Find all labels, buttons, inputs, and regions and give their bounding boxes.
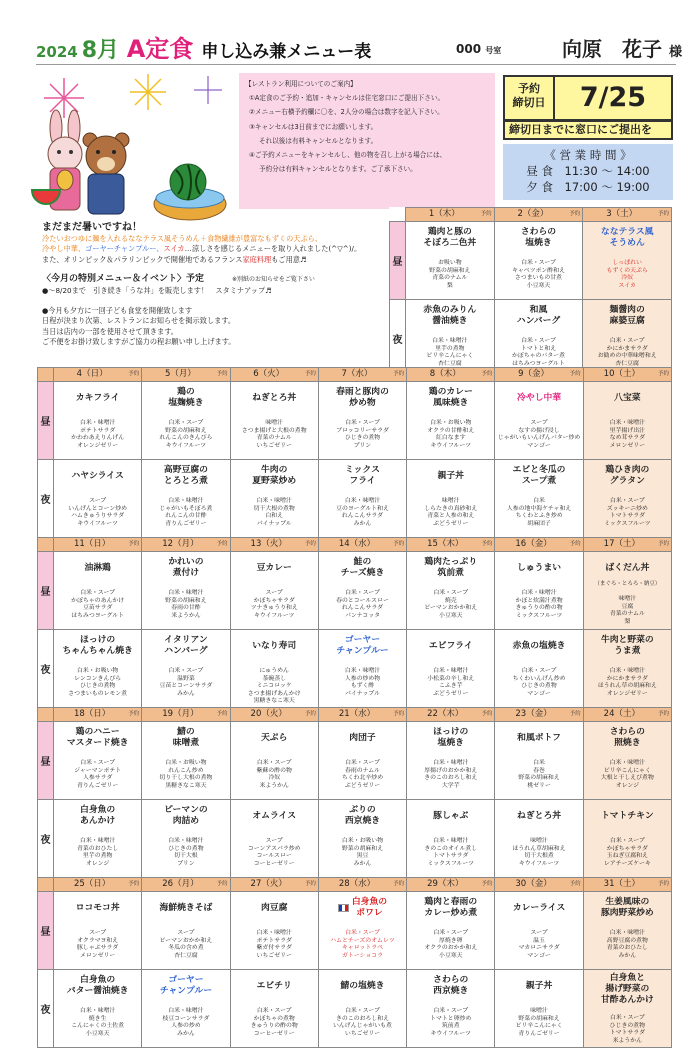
reserve-slot[interactable]: 予約 bbox=[569, 881, 581, 887]
menu-calendar bbox=[37, 367, 672, 1048]
lunch-label: 昼 bbox=[38, 722, 54, 800]
day-header-cell: 11（日） 予約 bbox=[54, 538, 142, 552]
menu-cell[interactable]: 高野豆腐の とろとろ煮 白米・味噌汁 じゃがいもそぼろ煮 れんこんの甘酢 青りんごゼリー bbox=[142, 460, 230, 538]
day-header-cell: 28（水） 予約 bbox=[318, 878, 406, 892]
reserve-slot[interactable]: 予約 bbox=[657, 541, 669, 547]
reserve-slot[interactable]: 予約 bbox=[393, 711, 405, 717]
day-header-cell: 4（日） 予約 bbox=[54, 368, 142, 382]
deadline-note: 締切日までに窓口にご提出を bbox=[503, 120, 673, 140]
reserve-slot[interactable]: 予約 bbox=[216, 541, 228, 547]
notice-line: それ以後は有料キャンセルとなります。 bbox=[259, 136, 378, 145]
day-header-cell: 30（金） 予約 bbox=[495, 878, 583, 892]
reserve-slot[interactable]: 予約 bbox=[304, 711, 316, 717]
menu-cell[interactable]: オムライス スープ コーンアスパラ炒め コールスロー コーヒーゼリー bbox=[230, 800, 318, 878]
lunch-label: 昼 bbox=[38, 892, 54, 970]
menu-cell[interactable]: しゅうまい 白米・味噌汁 かぼと炊満汁煮物 きゅうりの酢の物 ミックスフルーツ bbox=[495, 552, 583, 630]
reserve-slot[interactable]: 予約 bbox=[569, 541, 581, 547]
menu-cell[interactable]: 鶏肉たっぷり 筑前煮 白米・スープ 焼売 ピーマンおかか和え 小豆寒天 bbox=[407, 552, 495, 630]
greeting: まだまだ暑いですね！ bbox=[42, 222, 142, 233]
week-day-header bbox=[38, 538, 672, 552]
day-header-cell: 8（木） 予約 bbox=[407, 368, 495, 382]
dinner-row bbox=[38, 970, 672, 1048]
day-header-cell: 15（木） 予約 bbox=[407, 538, 495, 552]
menu-cell[interactable]: イタリアン ハンバーグ 白米・スープ 温野菜 豆苗とコーンサラダ みかん bbox=[142, 630, 230, 708]
close-line: ご不便をお掛け致しますがご協力の程お願い申し上げます。 bbox=[42, 337, 236, 347]
menu-cell[interactable]: ねぎとろ丼 味噌汁 さつま揚げと大根の煮物 青菜のナムル いちごゼリー bbox=[230, 382, 318, 460]
dinner-row bbox=[38, 800, 672, 878]
reserve-slot[interactable]: 予約 bbox=[128, 711, 140, 717]
menu-cell[interactable]: 天ぷら 白米・スープ 紫蘇の酢の物 冷奴 米ようかん bbox=[230, 722, 318, 800]
special-line: ●～8/20まで 引き続き「うな丼」を販売します！ スタミナアップ♬ bbox=[42, 285, 272, 295]
menu-cell[interactable]: トマトチキン 白米・スープ かぼちゃサラダ 玉ねぎ豆腐和え レアチーズケーキ bbox=[583, 800, 671, 878]
deadline-label: 予約 締切日 bbox=[505, 77, 555, 119]
resident-name: 向原 花子 様 bbox=[562, 37, 682, 61]
reserve-slot[interactable]: 予約 bbox=[481, 541, 493, 547]
reserve-slot[interactable]: 予約 bbox=[480, 211, 492, 217]
day-header-cell: 3（土） 予約 bbox=[583, 208, 672, 222]
menu-cell[interactable]: ほっけの ちゃんちゃん焼き 白米・お吸い物 レンコンきんぴら ひじきの煮物 さつまいものレモン煮 bbox=[54, 630, 142, 708]
title-plan: A定食 bbox=[126, 35, 194, 63]
room-number: 000 号室 bbox=[456, 42, 502, 56]
dinner-label: 夜 bbox=[38, 800, 54, 878]
intro-line2: 冷やし中華、ゴーヤーチャンプルー、スイカ…涼しさを感じるメニューを取り入れました(^▽^)/。 bbox=[42, 244, 362, 254]
menu-cell[interactable]: ロコモコ丼 スープ オクラマヨ和え 豚しゃぶサラダ メロンゼリー bbox=[54, 892, 142, 970]
lunch-label: 昼 bbox=[38, 552, 54, 630]
menu-cell[interactable]: 牛肉の 夏野菜炒め 白米・味噌汁 切干大根の煮物 白和え パイナップル bbox=[230, 460, 318, 538]
day-header-cell: 22（木） 予約 bbox=[407, 708, 495, 722]
calendar-body bbox=[38, 368, 672, 1048]
menu-cell[interactable]: 鶏肉と春雨の カレー炒め煮 白米・スープ 厚焼き卵 オクラのおかか和え 小豆寒天 bbox=[407, 892, 495, 970]
day-header-cell: 23（金） 予約 bbox=[495, 708, 583, 722]
day-header-cell: 13（火） 予約 bbox=[230, 538, 318, 552]
week-day-header bbox=[38, 708, 672, 722]
menu-cell[interactable]: 牛肉と野菜の うま煮 白米・味噌汁 かにかまサラダ ほうれん草の胡麻和え オレンジゼリー bbox=[583, 630, 671, 708]
menu-cell[interactable]: 油淋鶏 白米・スープ かぼちゃのあんかけ 豆苗サラダ はちみつヨーグルト bbox=[54, 552, 142, 630]
day-header-cell: 25（日） 予約 bbox=[54, 878, 142, 892]
hours-dinner: 夕 食 17:00 ～ 19:00 bbox=[526, 180, 650, 194]
notice-line: ④ご予約メニューをキャンセルし、他の物を召し上がる場合には、 bbox=[249, 151, 447, 160]
reserve-slot[interactable]: 予約 bbox=[657, 371, 669, 377]
day-header-cell: 7（水） 予約 bbox=[318, 368, 406, 382]
day-header-cell: 31（土） 予約 bbox=[583, 878, 671, 892]
day-header-cell: 19（月） 予約 bbox=[142, 708, 230, 722]
day-header-cell: 16（金） 予約 bbox=[495, 538, 583, 552]
menu-cell[interactable]: 白身魚の あんかけ 白米・味噌汁 青菜のおひたし 里芋の煮物 オレンジ bbox=[54, 800, 142, 878]
france-flag-icon bbox=[338, 904, 349, 912]
day-header-cell: 14（水） 予約 bbox=[318, 538, 406, 552]
menu-cell[interactable]: ぶりの 西京焼き 白米・お吸い物 野菜の胡麻和え 黒豆 みかん bbox=[318, 800, 406, 878]
menu-cell[interactable]: 鶏ひき肉の グラタン 白米・スープ ズッキーニ炒め トマトサラダ ミックスフルーツ bbox=[583, 460, 671, 538]
menu-cell[interactable]: 鶏のハニー マスタード焼き 白米・スープ ジャーマンポテト 人参サラダ 青りんごゼリー bbox=[54, 722, 142, 800]
lunch-row bbox=[38, 892, 672, 970]
reserve-slot[interactable]: 予約 bbox=[128, 371, 140, 377]
watermelon-bowl bbox=[154, 164, 226, 220]
menu-cell[interactable]: ほっけの 塩焼き 白米・味噌汁 厚揚げのおかか和え きのこのおろし和え 大学芋 bbox=[407, 722, 495, 800]
day-header-cell: 1（木） 予約 bbox=[406, 208, 495, 222]
fireworks-yellow bbox=[130, 74, 166, 110]
day-header-cell: 9（金） 予約 bbox=[495, 368, 583, 382]
day-header-cell: 10（土） 予約 bbox=[583, 368, 671, 382]
reserve-slot[interactable]: 予約 bbox=[481, 371, 493, 377]
reserve-slot[interactable]: 予約 bbox=[657, 881, 669, 887]
header-rule bbox=[36, 64, 676, 65]
menu-cell[interactable]: ピーマンの 肉詰め 白米・味噌汁 ひじきの煮物 切干大根 プリン bbox=[142, 800, 230, 878]
lunch-label: 昼 bbox=[390, 222, 406, 300]
day-header-cell: 29（木） 予約 bbox=[407, 878, 495, 892]
menu-cell[interactable]: エビフライ 白米・味噌汁 小松菜の辛し和え こふき芋 ぶどうゼリー bbox=[407, 630, 495, 708]
reserve-slot[interactable]: 予約 bbox=[657, 211, 669, 217]
menu-cell[interactable]: ねぎとろ丼 味噌汁 ほうれん草胡麻和え 切干大根煮 キウイフルーツ bbox=[495, 800, 583, 878]
fireworks-pink bbox=[44, 78, 84, 118]
menu-cell[interactable]: ミックス フライ 白米・味噌汁 豆のヨーグルト和え れんこんサラダ みかん bbox=[318, 460, 406, 538]
reserve-slot[interactable]: 予約 bbox=[393, 541, 405, 547]
menu-cell[interactable]: さわらの 塩焼き 白米・スープ キャベツポン酢和え さつまいもの甘煮 小豆寒天 bbox=[494, 222, 583, 300]
week-day-header bbox=[390, 208, 672, 222]
lunch-label: 昼 bbox=[38, 382, 54, 460]
menu-cell[interactable]: さわらの 西京焼き 白米・スープ トマトと卵炒め 筑前煮 キウイフルーツ bbox=[407, 970, 495, 1048]
menu-cell[interactable]: 鯖の塩焼き 白米・スープ きのこのおろし和え いんげんじゃがいも煮 いちごゼリー bbox=[318, 970, 406, 1048]
reserve-slot[interactable]: 予約 bbox=[569, 371, 581, 377]
deadline-date: 7/25 bbox=[579, 82, 647, 113]
menu-cell[interactable]: ばくだん丼 （まぐろ・とろろ・納豆） 味噌汁 豆腐 青菜のナムル 梨 bbox=[583, 552, 671, 630]
menu-cell[interactable]: 鶏肉と豚の そぼろ二色丼 お吸い物 野菜の胡麻和え 青菜のナムル 梨 bbox=[406, 222, 495, 300]
lunch-row bbox=[38, 552, 672, 630]
menu-cell[interactable]: 八宝菜 白米・味噌汁 里芋揚げ出汁 なめ茸サラダ メロンゼリー bbox=[583, 382, 671, 460]
notice-line: ②メニュー右横予約欄に〇を、2人分の場合は数字を記入下さい。 bbox=[249, 108, 444, 117]
reserve-slot[interactable]: 予約 bbox=[393, 881, 405, 887]
reserve-slot[interactable]: 予約 bbox=[304, 371, 316, 377]
reserve-slot[interactable]: 予約 bbox=[569, 211, 581, 217]
menu-cell[interactable]: 鮭の チーズ焼き 白米・スープ 春のとコールスロー れんこんサラダ バンナコッタ bbox=[318, 552, 406, 630]
week-day-header bbox=[38, 878, 672, 892]
reserve-slot[interactable]: 予約 bbox=[216, 371, 228, 377]
menu-cell[interactable]: 肉豆腐 白米・味噌汁 ポテトサラダ 紫ガ付サラダ いちごゼリー bbox=[230, 892, 318, 970]
menu-cell[interactable]: ゴーヤー チャンプルー 白米・味噌汁 人参の炒め物 もずく酢 パイナップル bbox=[318, 630, 406, 708]
lunch-row bbox=[38, 382, 672, 460]
menu-cell[interactable]: 親子丼 味噌汁 野菜の胡麻和え ピリ辛こんにゃく 青りんごゼリー bbox=[495, 970, 583, 1048]
menu-cell[interactable]: 海鮮焼きそば スープ ピーマンおかか和え 冬瓜の含め煮 杏仁豆腐 bbox=[142, 892, 230, 970]
hours-lunch: 昼 食 11:30 ～ 14:00 bbox=[526, 164, 650, 178]
reserve-slot[interactable]: 予約 bbox=[304, 881, 316, 887]
menu-cell[interactable]: エビチリ 白米・スープ かぼちゃの煮物 きゅうりの酢の物 コーヒーゼリー bbox=[230, 970, 318, 1048]
reserve-slot[interactable]: 予約 bbox=[481, 711, 493, 717]
menu-cell[interactable]: 生姜風味の 豚肉野菜炒め 白米・味噌汁 高野豆腐の煮物 青菜のおひたし みかん bbox=[583, 892, 671, 970]
dinner-label: 夜 bbox=[390, 300, 406, 378]
day-header-cell: 27（火） 予約 bbox=[230, 878, 318, 892]
menu-cell[interactable]: ななテラス風 そうめん しっぽれい もずくの天ぷら 冷奴 スイカ bbox=[583, 222, 672, 300]
dinner-label: 夜 bbox=[38, 970, 54, 1048]
monthly-message bbox=[42, 223, 394, 348]
hours-title: 《 営 業 時 間 》 bbox=[544, 148, 632, 162]
day-header-cell: 2（金） 予約 bbox=[494, 208, 583, 222]
notice-line: ①A定食のご予約・追加・キャンセルは住宅窓口にご提出下さい。 bbox=[249, 94, 445, 103]
reserve-slot[interactable]: 予約 bbox=[128, 541, 140, 547]
week-day-header bbox=[38, 368, 672, 382]
bear-figure bbox=[83, 133, 129, 214]
dinner-row bbox=[38, 460, 672, 538]
title-text: 申し込み兼メニュー表 bbox=[201, 42, 372, 62]
reserve-slot[interactable]: 予約 bbox=[481, 881, 493, 887]
notice-line: 予約分は有料キャンセルとなります。ご了承下さい。 bbox=[259, 165, 417, 174]
menu-cell[interactable]: 白身魚と 揚げ野菜の 甘酢あんかけ 白米・スープ ひじきの煮物 トマトサラダ 米ようかん bbox=[583, 970, 671, 1048]
close-line: 日程が決まり次第、レストランにお知らせを掲示致します。 bbox=[42, 316, 236, 326]
title-month: 8月 bbox=[81, 38, 120, 63]
menu-cell[interactable]: 白身魚の バター醤油焼き 白米・味噌汁 焼き生 こんにゃくの土佐煮 小豆寒天 bbox=[54, 970, 142, 1048]
day-header-cell: 18（日） 予約 bbox=[54, 708, 142, 722]
reserve-slot[interactable]: 予約 bbox=[216, 881, 228, 887]
page-title bbox=[36, 34, 371, 67]
business-hours bbox=[503, 144, 673, 200]
reserve-slot[interactable]: 予約 bbox=[304, 541, 316, 547]
dinner-row bbox=[38, 630, 672, 708]
menu-cell[interactable]: 和風ポトフ 白米 春巻 野菜の胡麻和え 桃ゼリー bbox=[495, 722, 583, 800]
day-header-cell: 12（月） 予約 bbox=[142, 538, 230, 552]
day-header-cell: 26（月） 予約 bbox=[142, 878, 230, 892]
lunch-row bbox=[390, 222, 672, 300]
menu-cell[interactable]: ゴーヤー チャンプルー 白米・味噌汁 枝豆コーンサラダ 人参の炒め みかん bbox=[142, 970, 230, 1048]
menu-cell[interactable]: 赤魚のみりん 醤油焼き 白米・味噌汁 里芋の煮物 ピリ辛こんにゃく 杏仁豆腐 bbox=[406, 300, 495, 378]
special-heading: 〈今月の特別メニュー＆イベント〉予定 ※別紙のお知らせをご覧下さい bbox=[42, 274, 315, 285]
reserve-slot[interactable]: 予約 bbox=[128, 881, 140, 887]
fireworks-purple bbox=[194, 76, 222, 104]
menu-cell[interactable]: 鶏の 塩麹焼き 白米・スープ 野菜の胡麻和え れんこんのきんぴら キウイフルーツ bbox=[142, 382, 230, 460]
restaurant-notice bbox=[239, 73, 495, 209]
menu-cell[interactable]: さわらの 照焼き 白米・味噌汁 ピリ辛こんにゃく 大根と干しえび煮物 オレンジ bbox=[583, 722, 671, 800]
menu-cell[interactable]: 冷やし中華 スープ なすの揚げ浸し じゃがいもいんげんバター炒め マンゴー bbox=[495, 382, 583, 460]
menu-cell[interactable]: かれいの 煮付け 白米・味噌汁 野菜の胡麻和え 春雨の甘酢 米ようかん bbox=[142, 552, 230, 630]
notice-heading: 【レストラン利用についてのご案内】 bbox=[245, 80, 357, 88]
summer-illustration bbox=[18, 70, 232, 230]
menu-cell[interactable]: 赤魚の塩焼き 白米・スープ ちくわいんげん炒め ひじきの煮物 マンゴー bbox=[495, 630, 583, 708]
menu-cell[interactable]: 麺醤肉の 麻婆豆腐 白米・スープ かにかまサラダ お勧めの中華味噌和え 杏仁豆腐 bbox=[583, 300, 672, 378]
reserve-slot[interactable]: 予約 bbox=[216, 711, 228, 717]
day-header-cell: 17（土） 予約 bbox=[583, 538, 671, 552]
page-header bbox=[36, 34, 682, 64]
menu-cell[interactable]: 豆カレー スープ かぼちゃサラダ ツナきゅうり和え キウイフルーツ bbox=[230, 552, 318, 630]
week1-table bbox=[389, 207, 672, 378]
close-line: ●今月も夕方に一回子ども食堂を開催致します bbox=[42, 305, 193, 315]
menu-cell[interactable]: 肉団子 白米・スープ 春雨のナムル ちくわ北辛炒め ぶどうゼリー bbox=[318, 722, 406, 800]
menu-cell[interactable]: エビと冬瓜の スープ煮 白米 人参の地中海ケチャ和え ちくわとふき炒め 胡麻団子 bbox=[495, 460, 583, 538]
menu-cell[interactable]: 鯖の 味噌煮 白米・お吸い物 れんこん炒め 切り干し大根の煮物 黒糖きなこ寒天 bbox=[142, 722, 230, 800]
menu-cell[interactable]: カキフライ 白米・味噌汁 ポテトサラダ かわわあえりんげん オレンジゼリー bbox=[54, 382, 142, 460]
dinner-row bbox=[390, 300, 672, 378]
day-header-cell: 21（水） 予約 bbox=[318, 708, 406, 722]
reserve-slot[interactable]: 予約 bbox=[657, 711, 669, 717]
day-header-cell: 5（月） 予約 bbox=[142, 368, 230, 382]
menu-cell[interactable]: 豚しゃぶ 白米・味噌汁 きのこのオイル煮し トマトサラダ ミックスフルーツ bbox=[407, 800, 495, 878]
intro-line1: 冷たいおつゆに麺を入れるななテラス風そうめん＋食物繊維が豊富なもずくの天ぷら、 bbox=[42, 233, 323, 243]
lunch-row bbox=[38, 722, 672, 800]
notice-line: ③キャンセルは3日前までにお願いします。 bbox=[249, 122, 378, 131]
dinner-label: 夜 bbox=[38, 460, 54, 538]
menu-cell[interactable]: 鶏のカレー 風味焼き 白米・お吸い物 オクラの甘酢和え 紅白なます キウイフルーツ bbox=[407, 382, 495, 460]
day-header-cell: 20（火） 予約 bbox=[230, 708, 318, 722]
menu-cell[interactable]: 親子丼 味噌汁 しらたきの真砂和え 青菜と人参の和え ぶどうゼリー bbox=[407, 460, 495, 538]
intro-line3: また、オリンピック＆パラリンピックで開催地であるフランス家庭料理もご用意♬ bbox=[42, 254, 307, 264]
menu-cell[interactable]: いなり寿司 にゅうめん 茶碗蒸し ミニコロッケ さつま揚げあんかけ 黒糖きなこ寒天 bbox=[230, 630, 318, 708]
reserve-slot[interactable]: 予約 bbox=[569, 711, 581, 717]
menu-cell[interactable]: カレーライス スープ 温玉 マカロニサラダ マンゴー bbox=[495, 892, 583, 970]
menu-cell[interactable]: ハヤシライス スープ いんげんとコーン炒め ハムきゅうりサラダ キウイフルーツ bbox=[54, 460, 142, 538]
close-line: 当日は店内の一部を使用させて頂きます。 bbox=[42, 326, 178, 336]
reserve-slot[interactable]: 予約 bbox=[393, 371, 405, 377]
title-year: 2024 bbox=[36, 43, 78, 61]
day-header-cell: 24（土） 予約 bbox=[583, 708, 671, 722]
day-header-cell: 6（火） 予約 bbox=[230, 368, 318, 382]
menu-cell[interactable]: 白身魚の ポワレ 白米・スープ ハムとチーズのオムレツ キャロットラペ ガトーショコラ bbox=[318, 892, 406, 970]
menu-cell[interactable]: 和風 ハンバーグ 白米・スープ トマトと和え かぼちゃのバター煮 はちみつヨーグルト bbox=[494, 300, 583, 378]
deadline-box bbox=[503, 75, 673, 121]
menu-cell[interactable]: 春雨と豚肉の 炒め物 白米・スープ ブロッコリーサラダ ひじきの煮物 プリン bbox=[318, 382, 406, 460]
dinner-label: 夜 bbox=[38, 630, 54, 708]
